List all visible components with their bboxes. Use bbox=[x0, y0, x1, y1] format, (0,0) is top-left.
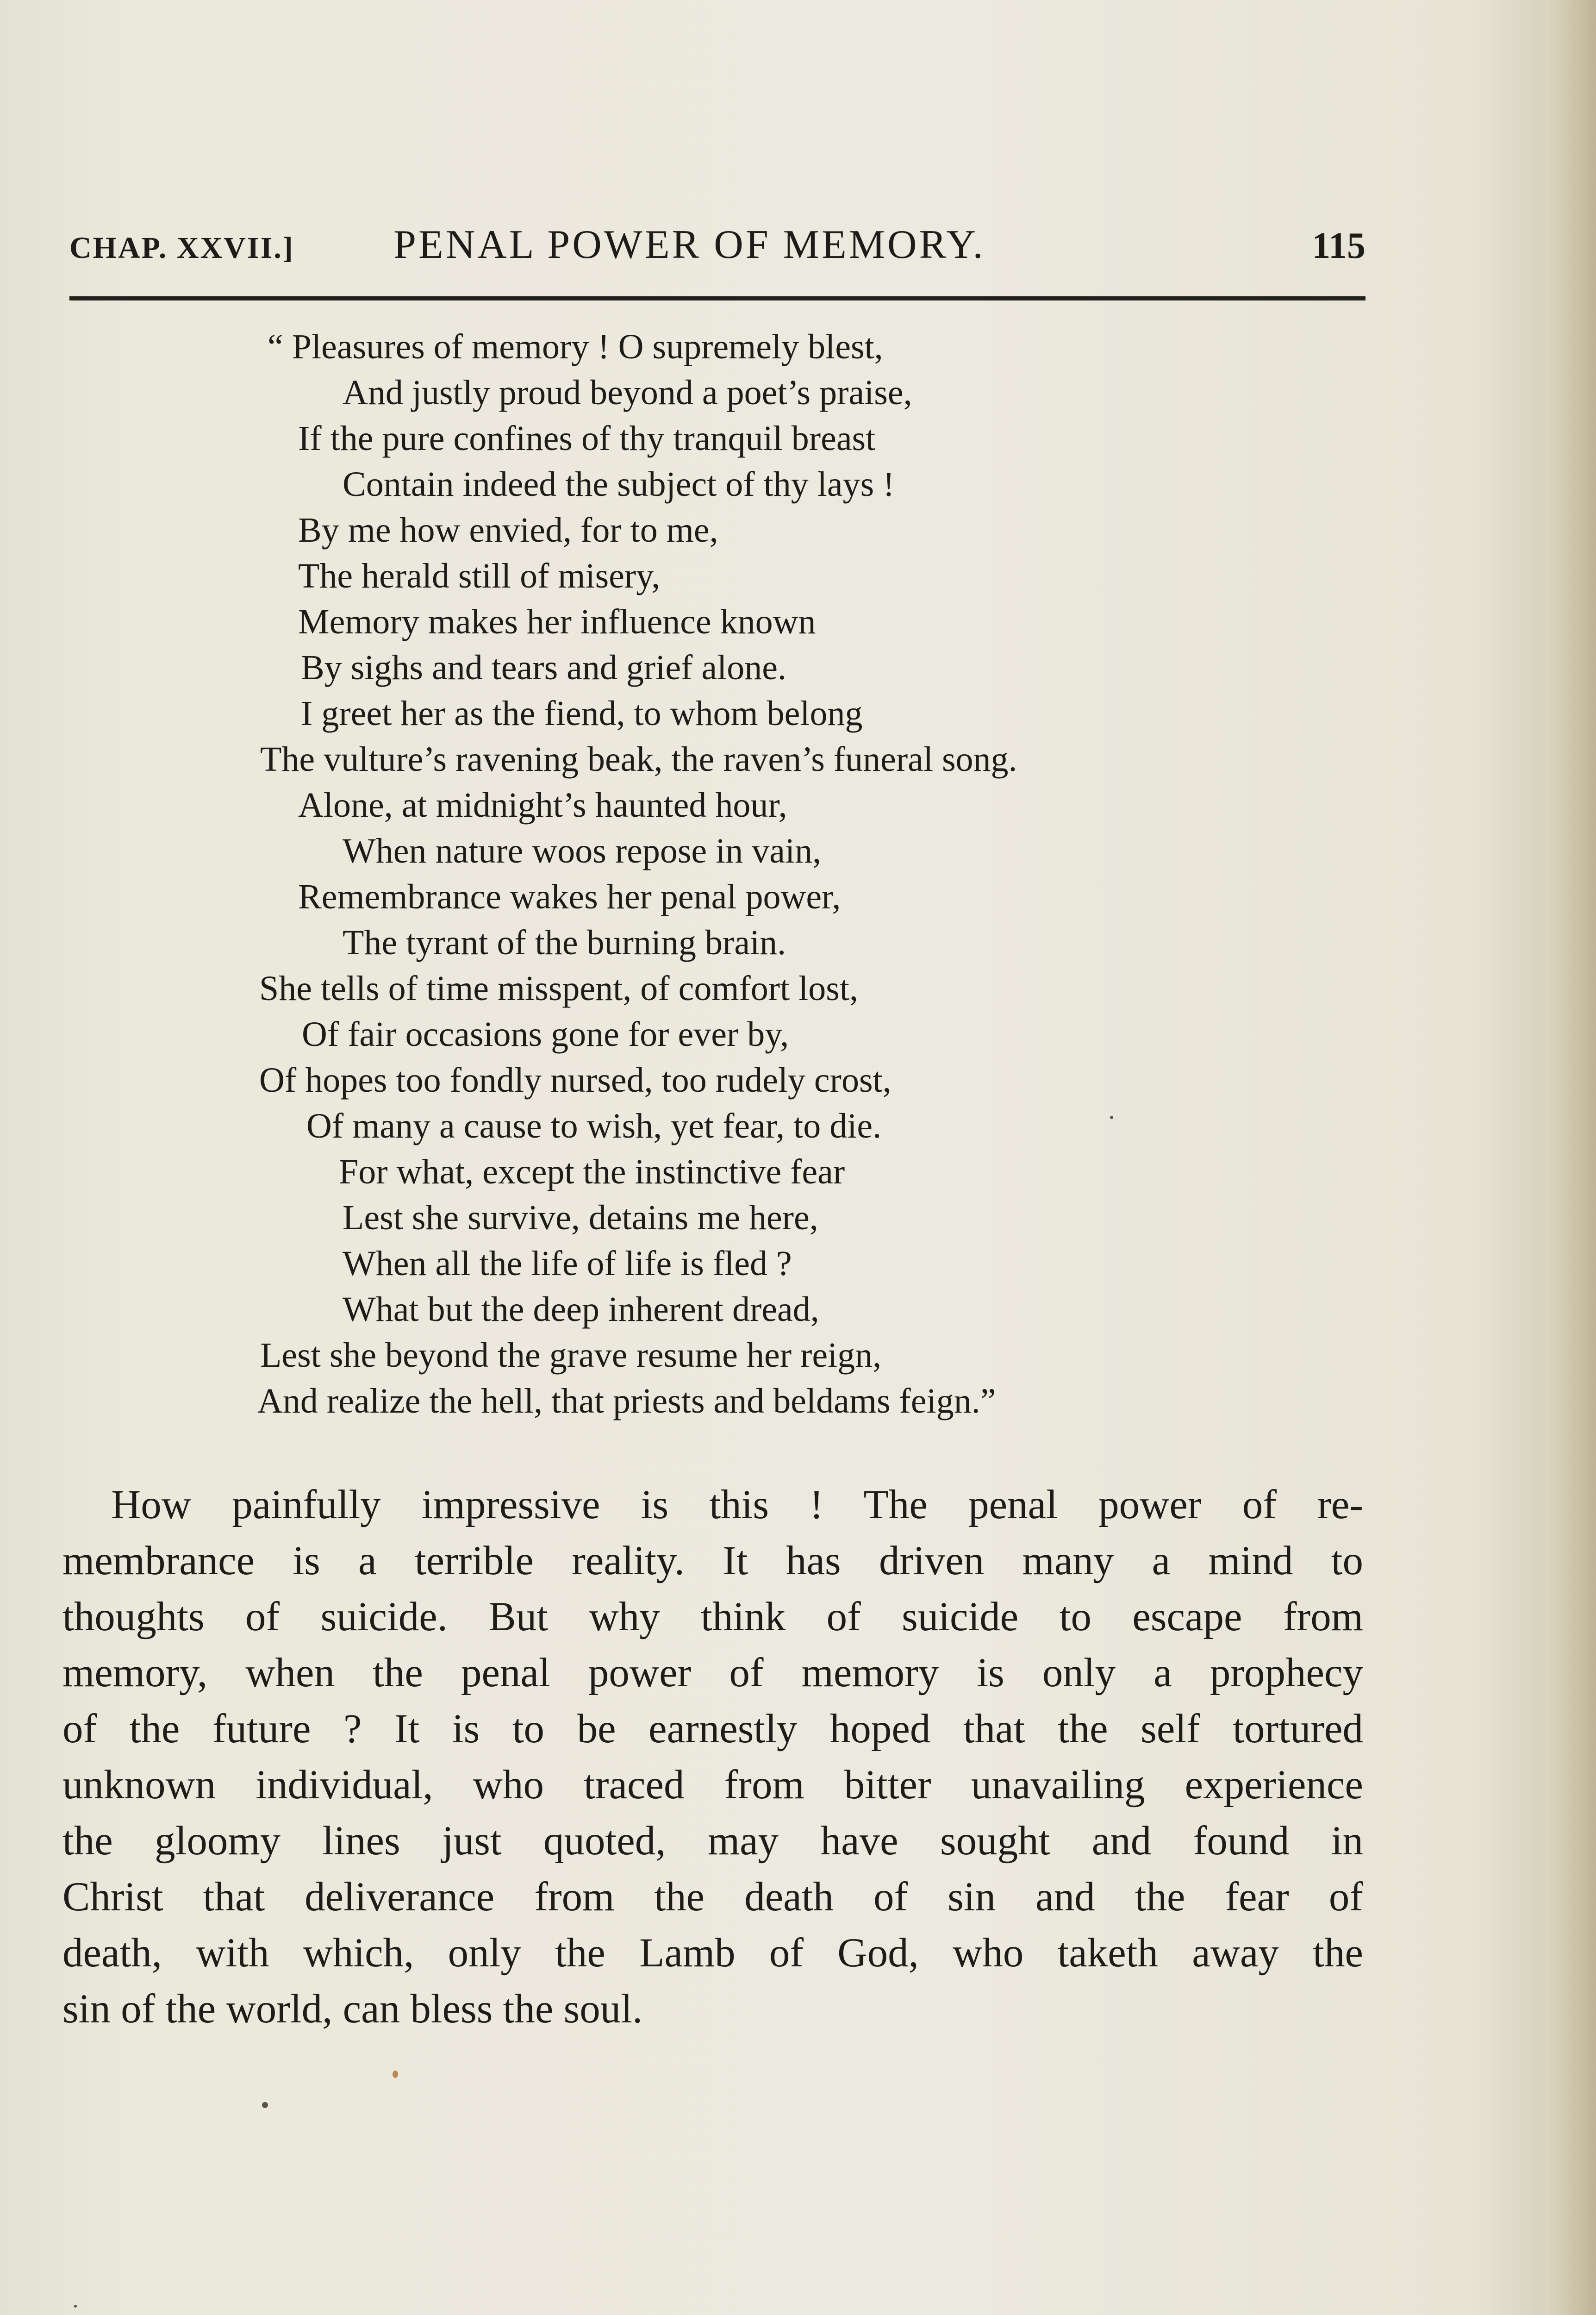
running-header bbox=[69, 221, 1365, 282]
poem-line: When nature woos repose in vain, bbox=[343, 832, 822, 870]
paragraph-line: sin of the world, can bless the soul. bbox=[62, 1986, 643, 2032]
poem-line: Lest she survive, detains me here, bbox=[343, 1198, 818, 1237]
poem-line: Of hopes too fondly nursed, too rudely crost, bbox=[259, 1061, 892, 1100]
poem-line: “ Pleasures of memory ! O supremely blest, bbox=[268, 327, 883, 366]
paragraph-line: thoughts of suicide. But why think of suicide to escape from bbox=[62, 1594, 1363, 1639]
poem-line: Contain indeed the subject of thy lays ! bbox=[343, 465, 895, 504]
paragraph-line: death, with which, only the Lamb of God, who taketh away the bbox=[62, 1930, 1363, 1976]
poem-line: The tyrant of the burning brain. bbox=[343, 923, 786, 962]
paragraph-line: unknown individual, who traced from bitter unavailing experience bbox=[62, 1762, 1363, 1808]
paragraph-line: the gloomy lines just quoted, may have sought and found in bbox=[62, 1818, 1363, 1864]
poem-line: Lest she beyond the grave resume her reign, bbox=[260, 1336, 882, 1375]
poem-line: She tells of time misspent, of comfort lost, bbox=[259, 969, 858, 1008]
poem-line: Remembrance wakes her penal power, bbox=[298, 877, 841, 916]
paragraph-line: membrance is a terrible reality. It has driven many a mind to bbox=[62, 1538, 1363, 1583]
paragraph-line: Christ that deliverance from the death of sin and the fear of bbox=[62, 1874, 1363, 1920]
paragraph-line: How painfully impressive is this ! The penal power of re- bbox=[111, 1482, 1363, 1527]
running-title: PENAL POWER OF MEMORY. bbox=[393, 222, 985, 267]
poem-line: And justly proud beyond a poet’s praise, bbox=[343, 373, 912, 412]
page-number: 115 bbox=[1312, 225, 1365, 266]
poem-line: The vulture’s ravening beak, the raven’s funeral song. bbox=[260, 740, 1017, 779]
poem-line: By sighs and tears and grief alone. bbox=[301, 648, 786, 687]
poem-line: When all the life of life is fled ? bbox=[343, 1244, 792, 1283]
poem-line: By me how envied, for to me, bbox=[298, 511, 718, 550]
poem-line: Memory makes her influence known bbox=[298, 602, 816, 641]
poem-line: For what, except the instinctive fear bbox=[339, 1152, 845, 1191]
ink-speck bbox=[393, 2071, 398, 2078]
paragraph-line: memory, when the penal power of memory is only a prophecy bbox=[62, 1650, 1363, 1696]
ink-speck bbox=[262, 2102, 268, 2108]
poem-line: Of fair occasions gone for ever by, bbox=[302, 1015, 789, 1054]
poem-line: The herald still of misery, bbox=[298, 557, 661, 595]
chapter-label: CHAP. XXVII.] bbox=[69, 231, 294, 265]
ink-speck bbox=[1110, 1116, 1113, 1119]
paragraph-line: of the future ? It is to be earnestly hoped that the self tortured bbox=[62, 1706, 1363, 1752]
header-rule bbox=[69, 296, 1365, 300]
page-edge bbox=[1545, 0, 1596, 2315]
poem-line: I greet her as the fiend, to whom belong bbox=[301, 694, 863, 733]
poem-line: And realize the hell, that priests and beldams feign.” bbox=[257, 1382, 996, 1420]
body-paragraph bbox=[62, 1477, 1363, 2037]
poem-line: What but the deep inherent dread, bbox=[343, 1290, 819, 1329]
poem-line: Of many a cause to wish, yet fear, to die. bbox=[306, 1107, 882, 1145]
ink-speck bbox=[74, 2305, 77, 2308]
poem-line: If the pure confines of thy tranquil breast bbox=[298, 419, 876, 458]
poem-line: Alone, at midnight’s haunted hour, bbox=[298, 786, 787, 825]
